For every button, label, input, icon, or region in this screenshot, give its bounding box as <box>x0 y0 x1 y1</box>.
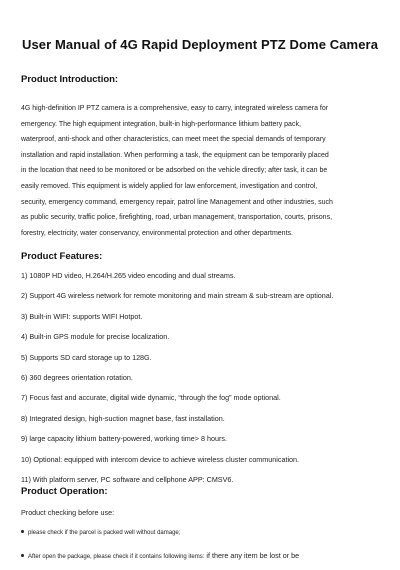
intro-heading: Product Introduction: <box>21 74 119 85</box>
feature-item: 3) Built-in WIFI: supports WIFI Hotpot. <box>21 311 143 321</box>
operation-heading: Product Operation: <box>21 486 108 497</box>
operation-bullet <box>21 530 180 536</box>
bullet-icon <box>21 554 24 557</box>
intro-line: forestry, electricity, water conservancy, environmental protection and other departments. <box>21 229 293 237</box>
check-label: Product checking before use: <box>21 508 115 517</box>
operation-bullet <box>21 551 299 560</box>
bullet-text-continued: if there any item be lost or be <box>204 551 300 560</box>
intro-line: as public security, traffic police, firefighting, road, urban management, transportation, courts, prisons, <box>21 214 333 222</box>
intro-line: waterproof, anti-shock and other characteristics, can meet meet the special demands of temporary <box>21 136 326 144</box>
bullet-text: please check if the parcel is packed well without damage; <box>28 530 181 536</box>
feature-item: 1) 1080P HD video, H.264/H.265 video encoding and dual streams. <box>21 271 236 280</box>
intro-line: security, emergency command, emergency repair, patrol line Management and other industries, such <box>21 198 333 206</box>
feature-item: 7) Focus fast and accurate, digital wide dynamic, “through the fog” mode optional. <box>21 393 281 403</box>
feature-item: 10) Optional: equipped with intercom device to achieve wireless cluster communication. <box>21 454 300 464</box>
features-heading: Product Features: <box>21 251 103 262</box>
feature-item: 11) With platform server, PC software and cellphone APP: CMSV6. <box>21 475 234 485</box>
intro-line: 4G high-definition IP PTZ camera is a comprehensive, easy to carry, integrated wireless camera for <box>21 105 329 112</box>
feature-item: 5) Supports SD card storage up to 128G. <box>21 352 152 362</box>
intro-line: easily removed. This equipment is widely applied for law enforcement, investigation and control, <box>21 182 318 190</box>
feature-item: 4) Built-in GPS module for precise localization. <box>21 332 170 342</box>
feature-item: 9) large capacity lithium battery-powered, working time> 8 hours. <box>21 434 227 444</box>
intro-line: emergency. The high equipment integration, built-in high-performance lithium battery pack, <box>21 120 301 128</box>
feature-item: 6) 360 degrees orientation rotation. <box>21 373 133 383</box>
intro-line: installation and rapid installation. When performing a task, the equipment can be temporarily placed <box>21 151 329 159</box>
intro-paragraph <box>21 101 387 241</box>
bullet-icon <box>21 530 24 533</box>
feature-item: 2) Support 4G wireless network for remote monitoring and main stream & sub-stream are optional. <box>21 291 334 301</box>
intro-line: in the location that need to be monitored or be adsorbed on the vehicle directly; after task, it can be <box>21 167 328 175</box>
document-title: User Manual of 4G Rapid Deployment PTZ Dome Camera <box>21 37 379 52</box>
bullet-text: After open the package, please check if it contains following items: <box>28 554 205 560</box>
feature-item: 8) Integrated design, high-suction magnet base, fast installation. <box>21 413 225 423</box>
features-list <box>21 266 333 490</box>
